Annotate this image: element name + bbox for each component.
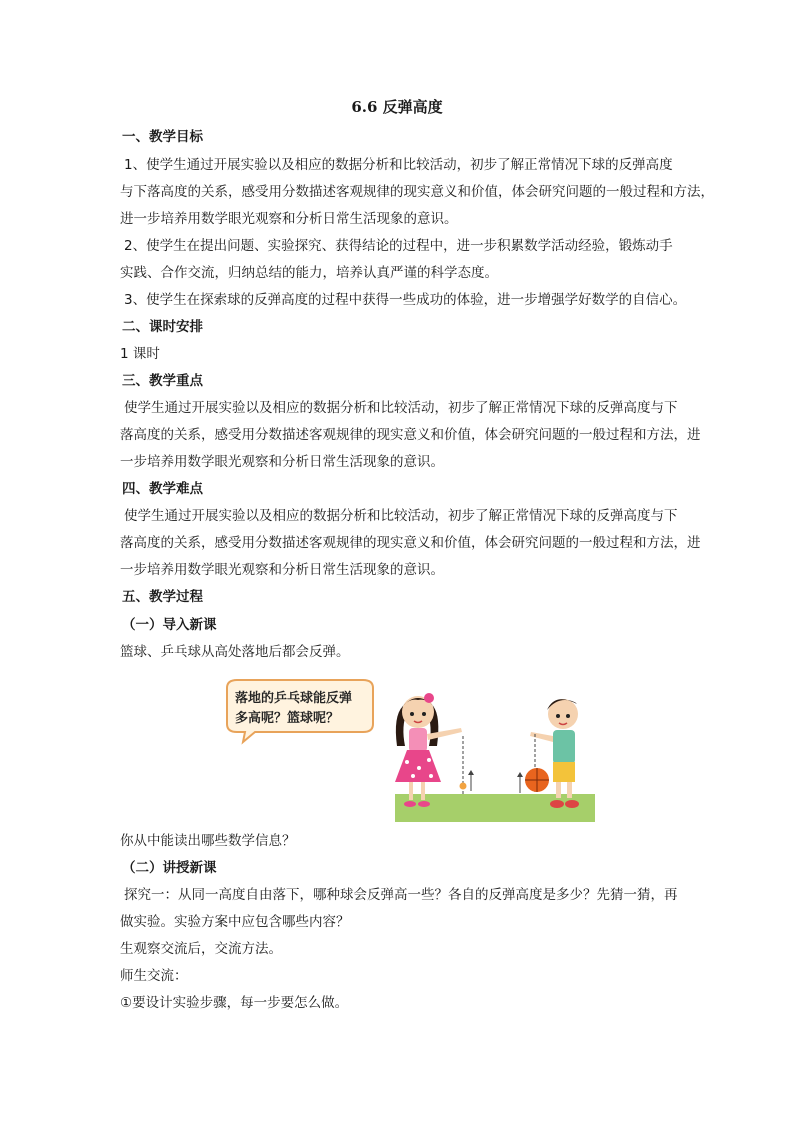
objective-1-line-1: 1、使学生通过开展实验以及相应的数据分析和比较活动，初步了解正常情况下球的反弹高度 xyxy=(124,157,673,173)
key-points-line-2: 落高度的关系，感受用分数描述客观规律的现实意义和价值，体会研究问题的一般过程和方法，进 xyxy=(120,427,701,443)
objective-2-line-1: 2、使学生在提出问题、实验探究、获得结论的过程中，进一步积累数学活动经验，锻炼动手 xyxy=(124,238,673,254)
difficulties-line-2: 落高度的关系，感受用分数描述客观规律的现实意义和价值，体会研究问题的一般过程和方法，进 xyxy=(120,535,701,551)
difficulties-line-3: 一步培养用数学眼光观察和分析日常生活现象的意识。 xyxy=(120,562,444,578)
heading-objectives: 一、教学目标 xyxy=(122,129,203,145)
speech-line-1: 落地的乒乓球能反弹 xyxy=(235,691,353,706)
heading-intro: （一）导入新课 xyxy=(122,617,217,633)
heading-difficulties: 四、教学难点 xyxy=(122,481,203,497)
discuss-text: 师生交流： xyxy=(120,968,188,984)
page-title: 6.6 反弹高度 xyxy=(351,98,443,116)
heading-new-lesson: （二）讲授新课 xyxy=(122,860,217,876)
question-text: 你从中能读出哪些数学信息？ xyxy=(120,833,296,849)
difficulties-line-1: 使学生通过开展实验以及相应的数据分析和比较活动，初步了解正常情况下球的反弹高度与下 xyxy=(124,508,678,524)
pingpong-ball xyxy=(460,783,467,790)
explore-line-2: 做实验。实验方案中应包含哪些内容？ xyxy=(120,914,350,930)
explore-line-1: 探究一：从同一高度自由落下，哪种球会反弹高一些？各自的反弹高度是多少？先猜一猜，再 xyxy=(124,887,678,903)
girl-figure xyxy=(395,693,462,807)
key-points-line-3: 一步培养用数学眼光观察和分析日常生活现象的意识。 xyxy=(120,454,444,470)
observe-text: 生观察交流后，交流方法。 xyxy=(120,941,282,957)
children-ball-illustration xyxy=(215,676,595,824)
schedule-text: 1 课时 xyxy=(120,346,160,362)
objective-2-line-2: 实践、合作交流，归纳总结的能力，培养认真严谨的科学态度。 xyxy=(120,265,498,281)
speech-line-2: 多高呢？篮球呢？ xyxy=(235,711,340,726)
key-points-line-1: 使学生通过开展实验以及相应的数据分析和比较活动，初步了解正常情况下球的反弹高度与下 xyxy=(124,400,678,416)
objective-1-line-3: 进一步培养用数学眼光观察和分析日常生活现象的意识。 xyxy=(120,211,458,227)
heading-process: 五、教学过程 xyxy=(122,589,203,605)
objective-3-line-1: 3、使学生在探索球的反弹高度的过程中获得一些成功的体验，进一步增强学好数学的自信心。 xyxy=(124,292,687,308)
intro-text: 篮球、乒乓球从高处落地后都会反弹。 xyxy=(120,644,350,660)
step-1-text: ①要设计实验步骤，每一步要怎么做。 xyxy=(120,995,349,1011)
objective-1-line-2: 与下落高度的关系，感受用分数描述客观规律的现实意义和价值，体会研究问题的一般过程和方法， xyxy=(120,184,714,200)
heading-key-points: 三、教学重点 xyxy=(122,373,203,389)
heading-schedule: 二、课时安排 xyxy=(122,319,203,335)
